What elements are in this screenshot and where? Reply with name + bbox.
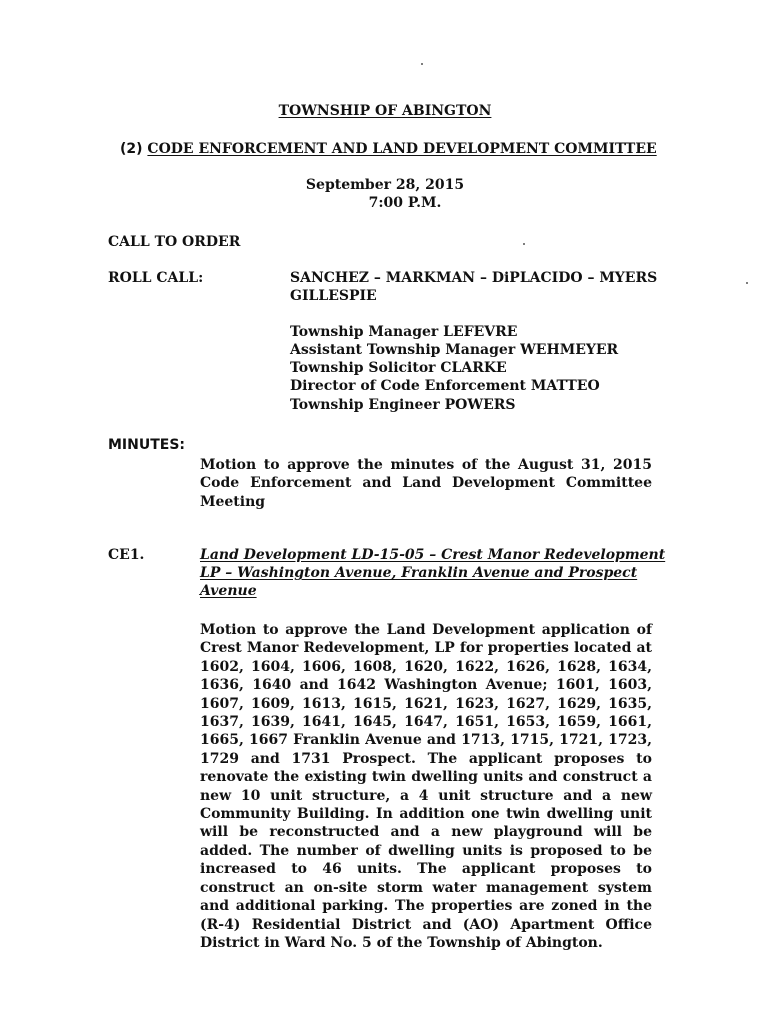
roll-call-label: ROLL CALL: [108, 270, 204, 286]
meeting-date: September 28, 2015 [305, 177, 465, 193]
committee-title: CODE ENFORCEMENT AND LAND DEVELOPMENT COMMITTEE [147, 141, 657, 157]
meeting-time: 7:00 P.M. [368, 195, 442, 211]
staff-item: Township Manager LEFEVRE [290, 324, 518, 340]
ce1-title-line: Avenue [200, 583, 257, 599]
township-title: TOWNSHIP OF ABINGTON [278, 103, 492, 119]
minutes-motion: Motion to approve the minutes of the August 31, 2015 Code Enforcement and Land Development Committee Meeting [200, 457, 652, 510]
scan-speck [746, 282, 748, 284]
ce1-title-line: LP – Washington Avenue, Franklin Avenue and Prospect [200, 565, 638, 581]
call-to-order: CALL TO ORDER [108, 234, 241, 250]
roll-call-members-cont: GILLESPIE [290, 288, 377, 304]
minutes-label: MINUTES: [108, 437, 186, 453]
staff-item: Township Engineer POWERS [290, 397, 516, 413]
staff-item: Director of Code Enforcement MATTEO [290, 378, 600, 394]
scan-speck [523, 243, 525, 245]
ce1-title-line: Land Development LD-15-05 – Crest Manor Redevelopment [200, 547, 666, 563]
scan-speck [421, 63, 423, 65]
committee-number: (2) [120, 141, 143, 157]
ce1-label: CE1. [108, 547, 145, 563]
roll-call-members: SANCHEZ – MARKMAN – DiPLACIDO – MYERS [290, 270, 658, 286]
committee-heading [120, 141, 657, 157]
staff-item: Township Solicitor CLARKE [290, 360, 507, 376]
staff-item: Assistant Township Manager WEHMEYER [290, 342, 619, 358]
ce1-motion: Motion to approve the Land Development application of Crest Manor Redevelopment, LP for properties located at 1602, 1604, 1606, 1608, 1620, 1622, 1626, 1628, 1634, 1636, 1640 and 1642 Washington Avenue; 1601, 1603, 1607, 1609, 1613, 1615, 1621, 1623, 1627, 1629, 1635, 1637, 1639, 1641, 1645, 1647, 1651, 1653, 1659, 1661, 1665, 1667 Franklin Avenue and 1713, 1715, 1721, 1723, 1729 and 1731 Prospect. The applicant proposes to renovate the existing twin dwelling units and construct a new 10 unit structure, a 4 unit structure and a new Community Building. In addition one twin dwelling unit will be reconstructed and a new playground will be added. The number of dwelling units is proposed to be increased to 46 units. The applicant proposes to construct an on-site storm water management system and additional parking. The properties are zoned in the (R-4) Residential District and (AO) Apartment Office District in Ward No. 5 of the Township of Abington. [200, 622, 652, 951]
